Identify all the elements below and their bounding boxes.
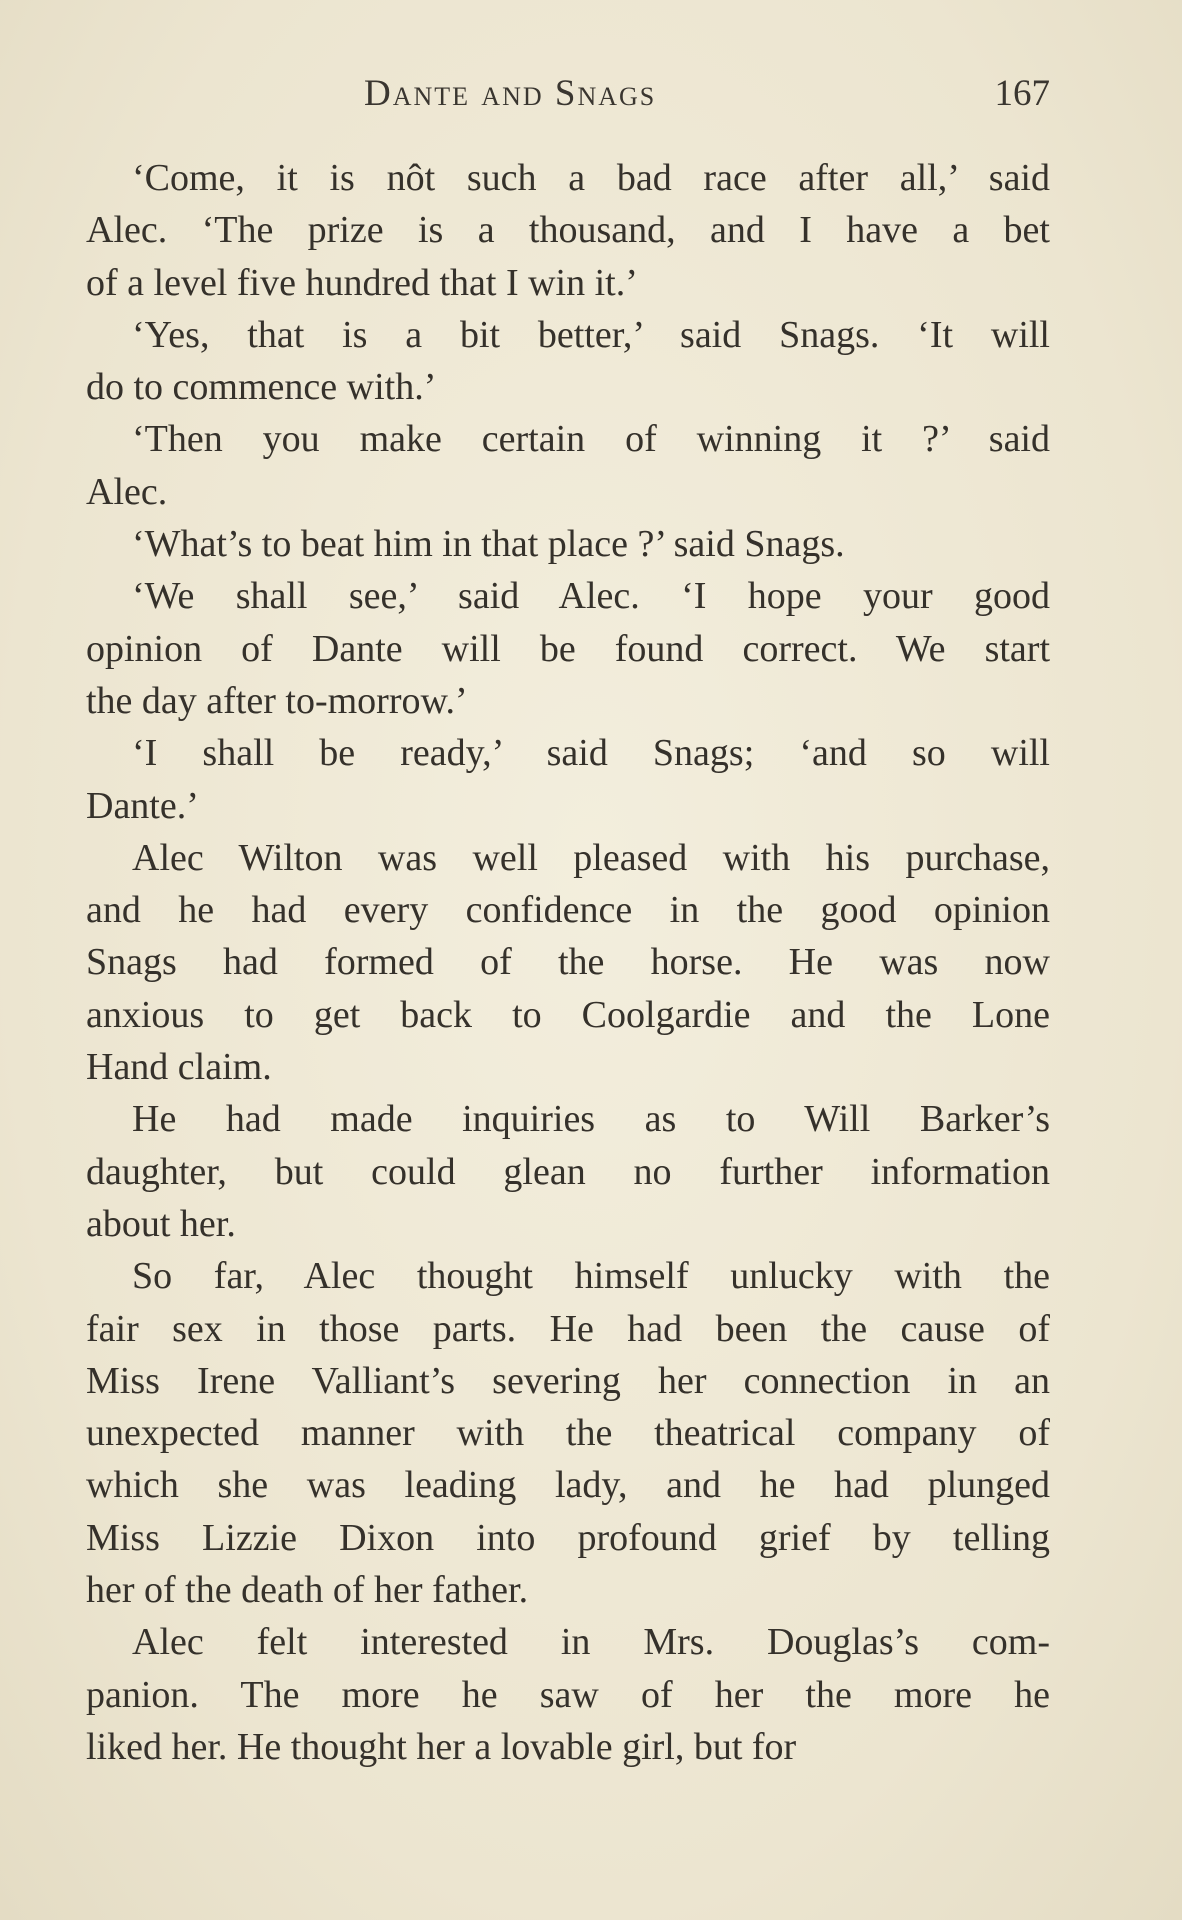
page-header (86, 72, 1050, 122)
text-line: unexpected manner with the theatrical company of (86, 1412, 1050, 1455)
text-line: the day after to-morrow.’ (86, 679, 468, 722)
text-line: Miss Irene Valliant’s severing her connection in an (86, 1359, 1050, 1402)
text-line: ‘Then you make certain of winning it ?’ said (132, 418, 1050, 461)
text-line: and he had every confidence in the good opinion (86, 889, 1050, 932)
text-line: fair sex in those parts. He had been the cause of (86, 1307, 1050, 1350)
paragraph (86, 309, 1050, 414)
paragraph (86, 832, 1050, 1093)
text-line: Alec felt interested in Mrs. Douglas’s com- (132, 1621, 1050, 1664)
text-line: Snags had formed of the horse. He was now (86, 941, 1050, 984)
paragraph (86, 1093, 1050, 1250)
page-number: 167 (994, 73, 1050, 114)
text-line: ‘Come, it is nôt such a bad race after all,’ said (132, 157, 1050, 199)
text-line: ‘We shall see,’ said Alec. ‘I hope your good (132, 575, 1050, 618)
text-line: anxious to get back to Coolgardie and the Lone (86, 993, 1050, 1036)
text-line: ‘Yes, that is a bit better,’ said Snags. ‘It will (132, 313, 1050, 356)
paragraph (86, 518, 1050, 570)
paragraph (86, 570, 1050, 727)
paragraph (86, 727, 1050, 832)
text-line: which she was leading lady, and he had plunged (86, 1464, 1050, 1507)
text-line: panion. The more he saw of her the more he (86, 1673, 1050, 1716)
running-head: Dante and Snags (364, 73, 657, 114)
text-line: ‘What’s to beat him in that place ?’ said Snags. (132, 523, 845, 566)
text-line: Miss Lizzie Dixon into profound grief by telling (86, 1516, 1050, 1559)
text-line: Dante.’ (86, 784, 199, 827)
body-text (86, 152, 1050, 1773)
text-line: Alec. (86, 470, 168, 513)
paragraph (86, 152, 1050, 309)
paragraph (86, 1616, 1050, 1773)
text-line: daughter, but could glean no further information (86, 1150, 1050, 1193)
paragraph (86, 413, 1050, 518)
text-line: do to commence with.’ (86, 366, 437, 409)
text-line: liked her. He thought her a lovable girl, but for (86, 1725, 797, 1768)
text-line: Alec. ‘The prize is a thousand, and I have a bet (86, 209, 1050, 252)
text-line: about her. (86, 1202, 236, 1245)
paragraph (86, 1250, 1050, 1616)
text-line: He had made inquiries as to Will Barker’s (132, 1098, 1050, 1141)
text-line: of a level five hundred that I win it.’ (86, 261, 638, 304)
text-line: Hand claim. (86, 1046, 272, 1089)
text-line: opinion of Dante will be found correct. We start (86, 627, 1050, 670)
text-line: So far, Alec thought himself unlucky with the (132, 1255, 1050, 1298)
text-line: her of the death of her father. (86, 1569, 529, 1612)
text-line: Alec Wilton was well pleased with his purchase, (132, 836, 1050, 879)
text-line: ‘I shall be ready,’ said Snags; ‘and so will (132, 732, 1050, 775)
